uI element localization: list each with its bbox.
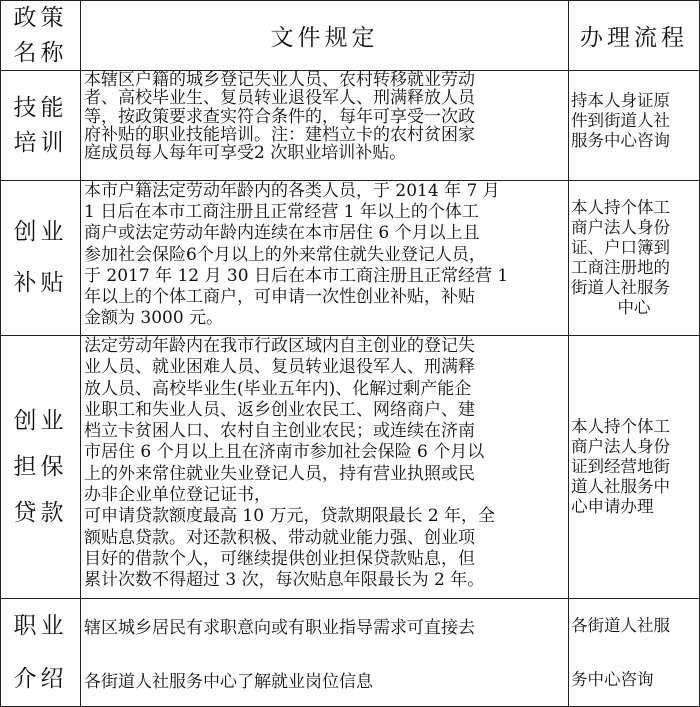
process-line: 商户法人身份 bbox=[571, 437, 670, 456]
header-text: 政策 bbox=[13, 5, 68, 31]
rule-line: 庭成员每人每年可享受2 次职业培训补贴。 bbox=[84, 143, 407, 164]
rule-line: 1 日后在本市工商注册且正常经营 1 年以上的个体工 bbox=[84, 202, 479, 223]
rule-cell bbox=[80, 70, 569, 181]
rule-line: 上的外来常住就业失业登记人员，持有营业执照或民 bbox=[84, 463, 475, 484]
rule-line: 商户或法定劳动年龄内连续在本市居住 6 个月以上且 bbox=[84, 223, 480, 244]
rule-line: 办非企业单位登记证书， bbox=[84, 485, 271, 506]
rule-line: 累计次数不得超过 3 次，每次贴息年限最长为 2 年。 bbox=[84, 570, 485, 591]
header-policy-name bbox=[0, 0, 81, 71]
process-cell bbox=[568, 180, 700, 336]
policy-name-text: 职业 bbox=[13, 612, 68, 639]
policy-name-cell bbox=[0, 70, 81, 181]
process-line: 心申请办理 bbox=[571, 497, 654, 516]
process-line: 道人社服务中 bbox=[571, 477, 670, 496]
process-line: 商户法人身份 bbox=[571, 218, 670, 237]
policy-name-text: 培训 bbox=[13, 129, 68, 156]
rule-line: 年以上的个体工商户，可申请一次性创业补贴，补贴 bbox=[84, 287, 475, 308]
rule-line: 可申请贷款额度最高 10 万元，贷款期限最长 2 年，全 bbox=[84, 506, 496, 527]
policy-name-cell bbox=[0, 335, 81, 599]
rule-line: 本辖区户籍的城乡登记失业人员、农村转移就业劳动 bbox=[84, 70, 475, 90]
process-line: 本人持个体工 bbox=[571, 417, 670, 436]
policy-name-cell bbox=[0, 598, 81, 707]
policy-name-text: 创业 bbox=[13, 219, 68, 246]
policy-name-text: 贷款 bbox=[13, 500, 68, 526]
rule-line: 额贴息贷款。对还款积极、带动就业能力强、创业项 bbox=[84, 527, 475, 548]
rule-line: 府补贴的职业技能培训。注：建档立卡的农村贫困家 bbox=[84, 124, 475, 145]
header-rule: 文件规定 bbox=[80, 0, 569, 71]
rule-line: 者、高校毕业生、复员转业退役军人、刑满释放人员 bbox=[84, 88, 475, 109]
process-line: 证到经营地街 bbox=[571, 457, 670, 476]
rule-cell bbox=[80, 180, 569, 336]
rule-cell bbox=[80, 335, 569, 599]
process-line: 街道人社服务 bbox=[571, 278, 670, 297]
rule-line: 于 2017 年 12 月 30 日后在本市工商注册且正常经营 1 bbox=[84, 265, 509, 286]
rule-line: 档立卡贫困人口、农村自主创业农民；或连续在济南 bbox=[84, 421, 475, 442]
rule-line: 法定劳动年龄内在我市行政区域内自主创业的登记失 bbox=[84, 336, 475, 356]
rule-line: 参加社会保险6个月以上的外来常住就失业登记人员， bbox=[84, 244, 486, 265]
policy-name-text: 创业 bbox=[13, 408, 68, 434]
process-cell bbox=[568, 598, 700, 707]
policy-name-cell bbox=[0, 180, 81, 336]
rule-line: 业人员、就业困难人员、复员转业退役军人、刑满释 bbox=[84, 357, 475, 378]
rule-cell bbox=[80, 598, 569, 707]
rule-line: 各街道人社服务中心了解就业岗位信息 bbox=[84, 672, 373, 692]
process-line: 工商注册地的 bbox=[571, 258, 670, 277]
policy-name-text: 补贴 bbox=[13, 270, 68, 296]
process-line: 服务中心咨询 bbox=[571, 131, 670, 150]
rule-line: 等，按政策要求查实符合条件的，每年可享受一次政 bbox=[84, 106, 475, 127]
policy-name-text: 介绍 bbox=[13, 665, 68, 692]
rule-line: 辖区城乡居民有求职意向或有职业指导需求可直接去 bbox=[84, 618, 475, 638]
process-cell bbox=[568, 70, 700, 181]
rule-line: 金额为 3000 元。 bbox=[84, 308, 224, 329]
process-line: 本人持个体工 bbox=[571, 198, 670, 217]
rule-line: 本市户籍法定劳动年龄内的各类人员，于 2014 年 7 月 bbox=[84, 181, 500, 201]
process-cell bbox=[568, 335, 700, 599]
process-line: 件到街道人社 bbox=[571, 111, 670, 130]
rule-line: 目好的借款个人，可继续提供创业担保贷款贴息，但 bbox=[84, 548, 475, 569]
rule-line: 市居住 6 个月以上且在济南市参加社会保险 6 个月以 bbox=[84, 442, 485, 463]
header-process: 办理流程 bbox=[568, 0, 700, 71]
process-line: 中心 bbox=[617, 298, 651, 317]
process-line: 证、户口簿到 bbox=[571, 238, 670, 257]
process-line: 务中心咨询 bbox=[571, 669, 654, 689]
process-line: 各街道人社服 bbox=[571, 615, 670, 635]
policy-name-text: 担保 bbox=[13, 454, 68, 480]
header-text: 名称 bbox=[13, 39, 68, 66]
policy-name-text: 技能 bbox=[13, 95, 68, 121]
process-line: 持本人身证原 bbox=[571, 91, 670, 110]
rule-line: 放人员、高校毕业生(毕业五年内)、化解过剩产能企 bbox=[84, 378, 472, 399]
rule-line: 业职工和失业人员、返乡创业农民工、网络商户、建 bbox=[84, 399, 475, 420]
